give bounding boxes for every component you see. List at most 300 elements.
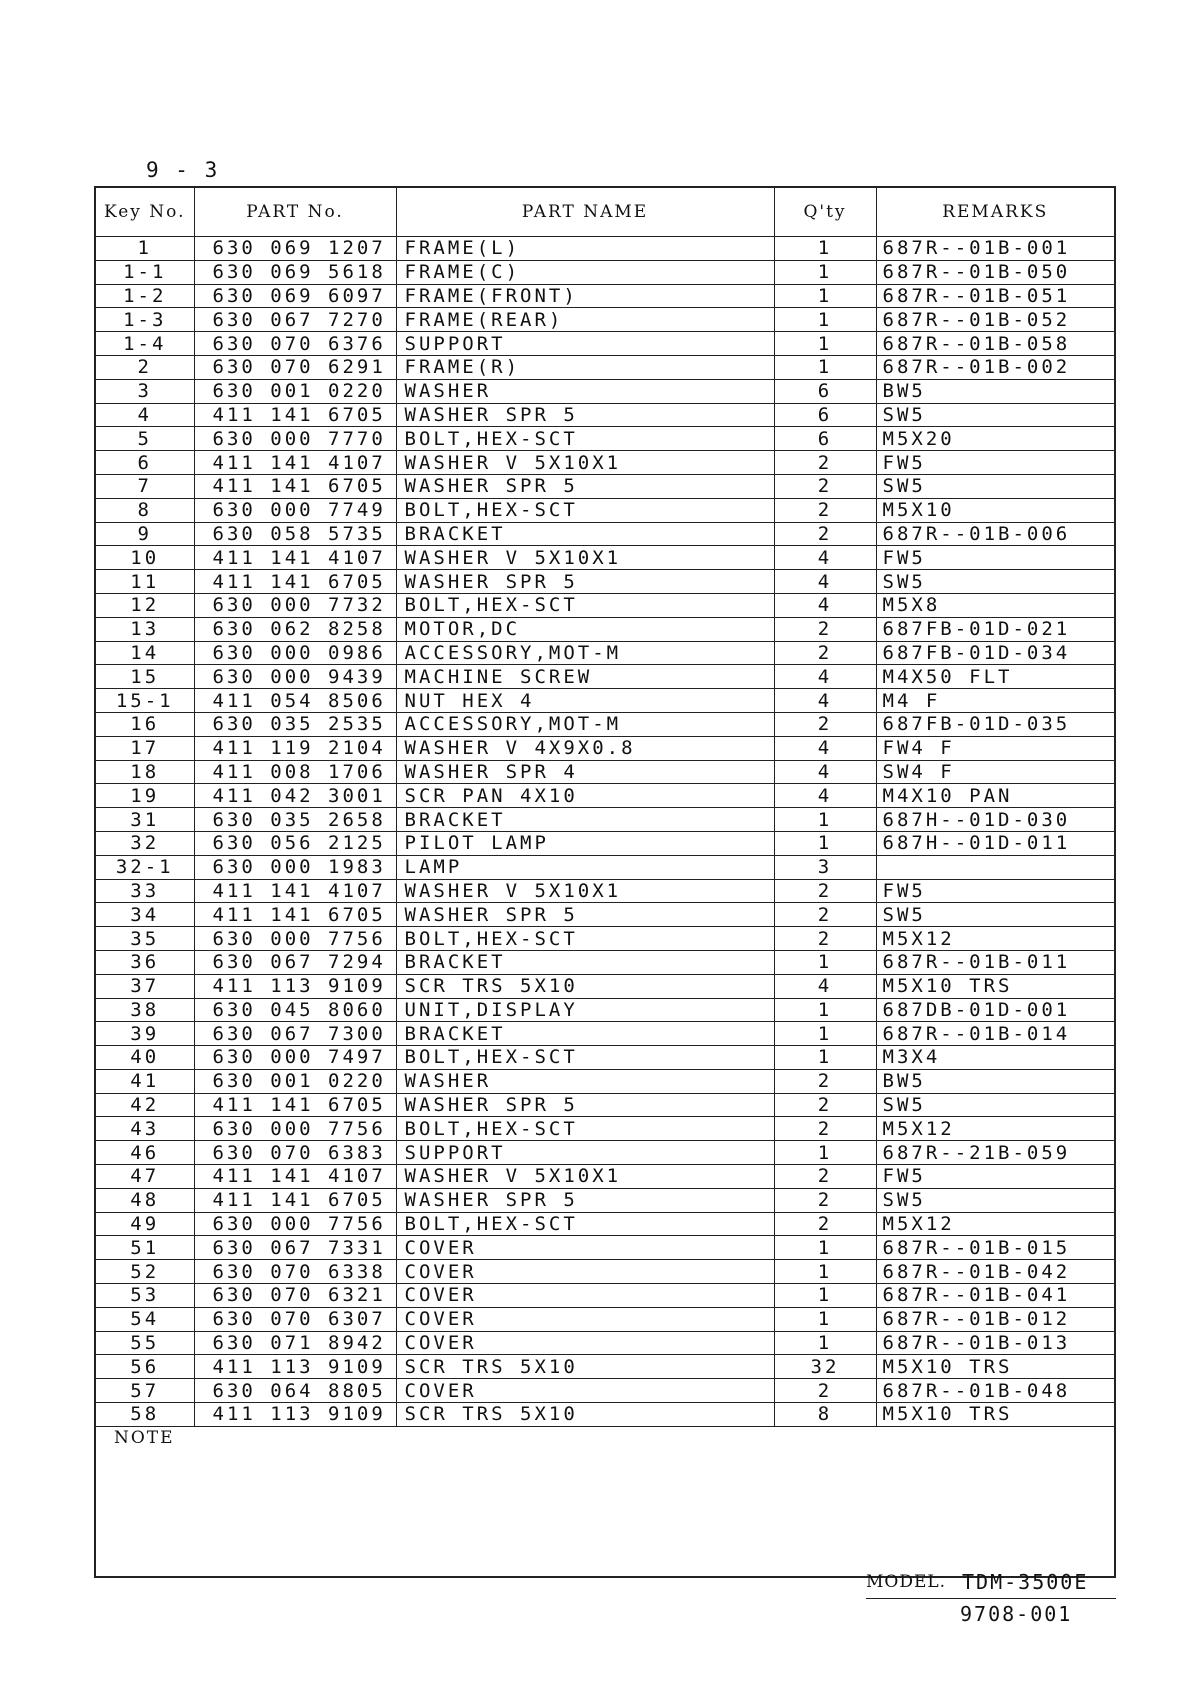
cell-key-no: 1-2 [96, 284, 194, 308]
header-part-no: PART No. [194, 188, 396, 237]
cell-part-no: 411 008 1706 [194, 760, 396, 784]
cell-key-no: 49 [96, 1212, 194, 1236]
cell-part-no: 630 000 1983 [194, 855, 396, 879]
table-row [96, 617, 1114, 641]
cell-part-no: 411 113 9109 [194, 1355, 396, 1379]
cell-remarks: FW5 [876, 451, 1114, 475]
table-row [96, 1331, 1114, 1355]
cell-qty: 1 [774, 998, 876, 1022]
cell-key-no: 55 [96, 1331, 194, 1355]
cell-part-no: 411 141 6705 [194, 474, 396, 498]
cell-part-name: BRACKET [396, 522, 774, 546]
table-row [96, 808, 1114, 832]
cell-part-name: WASHER V 5X10X1 [396, 1165, 774, 1189]
cell-qty: 3 [774, 855, 876, 879]
cell-remarks: M4X10 PAN [876, 784, 1114, 808]
cell-remarks: 687R--01B-006 [876, 522, 1114, 546]
cell-part-name: WASHER SPR 5 [396, 903, 774, 927]
table-row [96, 950, 1114, 974]
cell-remarks: SW5 [876, 1093, 1114, 1117]
table-row [96, 760, 1114, 784]
cell-qty: 4 [774, 689, 876, 713]
cell-key-no: 32 [96, 831, 194, 855]
parts-list-sheet [94, 186, 1116, 1578]
cell-remarks: 687R--01B-014 [876, 1022, 1114, 1046]
cell-qty: 1 [774, 355, 876, 379]
cell-part-no: 630 000 7497 [194, 1046, 396, 1070]
cell-part-no: 630 070 6383 [194, 1141, 396, 1165]
table-row [96, 451, 1114, 475]
cell-remarks: SW5 [876, 570, 1114, 594]
cell-part-name: SUPPORT [396, 332, 774, 356]
cell-part-no: 630 069 1207 [194, 237, 396, 261]
cell-key-no: 56 [96, 1355, 194, 1379]
cell-part-no: 630 056 2125 [194, 831, 396, 855]
cell-part-no: 630 070 6376 [194, 332, 396, 356]
cell-remarks: M5X10 TRS [876, 1355, 1114, 1379]
cell-remarks: SW5 [876, 403, 1114, 427]
cell-remarks: M5X10 TRS [876, 1403, 1114, 1427]
cell-key-no: 3 [96, 379, 194, 403]
cell-part-no: 411 054 8506 [194, 689, 396, 713]
table-row [96, 379, 1114, 403]
cell-part-name: COVER [396, 1284, 774, 1308]
cell-qty: 1 [774, 260, 876, 284]
cell-key-no: 12 [96, 593, 194, 617]
cell-key-no: 11 [96, 570, 194, 594]
table-row [96, 332, 1114, 356]
cell-part-name: COVER [396, 1307, 774, 1331]
cell-part-name: SCR TRS 5X10 [396, 1355, 774, 1379]
cell-remarks: 687R--01B-058 [876, 332, 1114, 356]
cell-part-name: ACCESSORY,MOT-M [396, 712, 774, 736]
cell-part-name: PILOT LAMP [396, 831, 774, 855]
cell-part-no: 630 045 8060 [194, 998, 396, 1022]
cell-qty: 1 [774, 237, 876, 261]
cell-part-no: 411 141 6705 [194, 403, 396, 427]
cell-part-no: 630 000 7756 [194, 1212, 396, 1236]
cell-remarks: 687R--01B-013 [876, 1331, 1114, 1355]
cell-key-no: 10 [96, 546, 194, 570]
cell-part-no: 411 141 4107 [194, 451, 396, 475]
cell-part-name: WASHER SPR 5 [396, 403, 774, 427]
cell-part-no: 630 067 7270 [194, 308, 396, 332]
cell-remarks: 687H--01D-011 [876, 831, 1114, 855]
cell-remarks: M5X12 [876, 1212, 1114, 1236]
cell-qty: 32 [774, 1355, 876, 1379]
cell-remarks: 687R--21B-059 [876, 1141, 1114, 1165]
cell-remarks: FW5 [876, 546, 1114, 570]
cell-part-no: 630 000 7756 [194, 1117, 396, 1141]
cell-qty: 1 [774, 950, 876, 974]
cell-key-no: 6 [96, 451, 194, 475]
table-row [96, 593, 1114, 617]
cell-qty: 2 [774, 927, 876, 951]
cell-remarks: M4X50 FLT [876, 665, 1114, 689]
cell-remarks: FW5 [876, 879, 1114, 903]
cell-part-name: WASHER SPR 4 [396, 760, 774, 784]
cell-part-name: COVER [396, 1379, 774, 1403]
cell-remarks: 687H--01D-030 [876, 808, 1114, 832]
cell-key-no: 58 [96, 1403, 194, 1427]
cell-part-name: WASHER V 5X10X1 [396, 451, 774, 475]
cell-qty: 1 [774, 1307, 876, 1331]
cell-qty: 1 [774, 1331, 876, 1355]
cell-part-no: 630 000 7770 [194, 427, 396, 451]
cell-part-no: 411 119 2104 [194, 736, 396, 760]
cell-part-name: MACHINE SCREW [396, 665, 774, 689]
cell-part-no: 411 141 4107 [194, 546, 396, 570]
cell-remarks: SW5 [876, 1188, 1114, 1212]
cell-part-name: SCR TRS 5X10 [396, 1403, 774, 1427]
cell-qty: 2 [774, 903, 876, 927]
cell-qty: 8 [774, 1403, 876, 1427]
cell-part-name: UNIT,DISPLAY [396, 998, 774, 1022]
cell-part-no: 411 141 4107 [194, 879, 396, 903]
cell-part-name: FRAME(REAR) [396, 308, 774, 332]
cell-remarks: M5X20 [876, 427, 1114, 451]
cell-part-no: 630 001 0220 [194, 1069, 396, 1093]
cell-part-name: NUT HEX 4 [396, 689, 774, 713]
cell-part-name: BOLT,HEX-SCT [396, 427, 774, 451]
cell-qty: 2 [774, 474, 876, 498]
cell-key-no: 32-1 [96, 855, 194, 879]
cell-part-no: 630 000 0986 [194, 641, 396, 665]
cell-part-no: 630 035 2535 [194, 712, 396, 736]
cell-remarks: M5X8 [876, 593, 1114, 617]
cell-part-name: BOLT,HEX-SCT [396, 593, 774, 617]
cell-key-no: 54 [96, 1307, 194, 1331]
cell-qty: 2 [774, 1069, 876, 1093]
cell-key-no: 37 [96, 974, 194, 998]
cell-qty: 2 [774, 1212, 876, 1236]
cell-qty: 2 [774, 522, 876, 546]
cell-part-no: 630 001 0220 [194, 379, 396, 403]
cell-qty: 2 [774, 498, 876, 522]
cell-key-no: 57 [96, 1379, 194, 1403]
document-code: 9708-001 [960, 1602, 1073, 1626]
table-row [96, 498, 1114, 522]
cell-qty: 1 [774, 1046, 876, 1070]
table-row [96, 1093, 1114, 1117]
cell-key-no: 1-3 [96, 308, 194, 332]
cell-key-no: 48 [96, 1188, 194, 1212]
cell-remarks: 687R--01B-012 [876, 1307, 1114, 1331]
cell-remarks: M5X12 [876, 1117, 1114, 1141]
cell-part-no: 630 058 5735 [194, 522, 396, 546]
table-header-row [96, 188, 1114, 237]
cell-remarks: 687FB-01D-021 [876, 617, 1114, 641]
cell-part-name: WASHER [396, 1069, 774, 1093]
cell-key-no: 15-1 [96, 689, 194, 713]
cell-part-name: BOLT,HEX-SCT [396, 1117, 774, 1141]
table-row [96, 1212, 1114, 1236]
cell-part-name: BOLT,HEX-SCT [396, 498, 774, 522]
note-label: NOTE [114, 1428, 175, 1448]
cell-part-no: 411 141 6705 [194, 1093, 396, 1117]
cell-key-no: 14 [96, 641, 194, 665]
table-row [96, 1307, 1114, 1331]
cell-part-no: 630 069 5618 [194, 260, 396, 284]
table-row [96, 570, 1114, 594]
cell-part-no: 411 141 4107 [194, 1165, 396, 1189]
cell-qty: 1 [774, 332, 876, 356]
cell-part-name: FRAME(C) [396, 260, 774, 284]
cell-remarks: 687R--01B-002 [876, 355, 1114, 379]
cell-qty: 4 [774, 665, 876, 689]
table-row [96, 689, 1114, 713]
table-row [96, 237, 1114, 261]
table-row [96, 712, 1114, 736]
cell-part-no: 630 000 7749 [194, 498, 396, 522]
cell-part-no: 630 000 7732 [194, 593, 396, 617]
cell-key-no: 4 [96, 403, 194, 427]
cell-qty: 4 [774, 570, 876, 594]
cell-part-no: 630 070 6321 [194, 1284, 396, 1308]
model-label: MODEL. [866, 1572, 947, 1592]
cell-key-no: 5 [96, 427, 194, 451]
cell-qty: 4 [774, 974, 876, 998]
cell-qty: 1 [774, 1236, 876, 1260]
cell-part-no: 630 069 6097 [194, 284, 396, 308]
cell-key-no: 36 [96, 950, 194, 974]
table-row [96, 1165, 1114, 1189]
cell-qty: 1 [774, 831, 876, 855]
cell-part-name: FRAME(FRONT) [396, 284, 774, 308]
cell-remarks: BW5 [876, 1069, 1114, 1093]
table-row [96, 736, 1114, 760]
cell-remarks: BW5 [876, 379, 1114, 403]
cell-remarks: SW5 [876, 903, 1114, 927]
cell-remarks: SW5 [876, 474, 1114, 498]
cell-remarks [876, 855, 1114, 879]
cell-qty: 6 [774, 427, 876, 451]
cell-part-no: 630 000 9439 [194, 665, 396, 689]
table-row [96, 1284, 1114, 1308]
cell-part-name: BRACKET [396, 1022, 774, 1046]
cell-remarks: M3X4 [876, 1046, 1114, 1070]
cell-qty: 4 [774, 593, 876, 617]
cell-qty: 2 [774, 1188, 876, 1212]
cell-key-no: 1-1 [96, 260, 194, 284]
cell-remarks: 687R--01B-042 [876, 1260, 1114, 1284]
table-row [96, 474, 1114, 498]
cell-part-no: 630 067 7294 [194, 950, 396, 974]
cell-key-no: 35 [96, 927, 194, 951]
header-remarks: REMARKS [876, 188, 1114, 237]
cell-part-no: 411 113 9109 [194, 974, 396, 998]
cell-remarks: M5X12 [876, 927, 1114, 951]
cell-qty: 2 [774, 451, 876, 475]
cell-remarks: SW4 F [876, 760, 1114, 784]
cell-qty: 1 [774, 1141, 876, 1165]
cell-part-name: BOLT,HEX-SCT [396, 1046, 774, 1070]
table-row [96, 879, 1114, 903]
cell-part-no: 411 141 6705 [194, 570, 396, 594]
cell-part-no: 630 062 8258 [194, 617, 396, 641]
table-row [96, 927, 1114, 951]
cell-key-no: 2 [96, 355, 194, 379]
cell-part-name: SUPPORT [396, 1141, 774, 1165]
cell-part-name: COVER [396, 1236, 774, 1260]
cell-key-no: 41 [96, 1069, 194, 1093]
cell-qty: 1 [774, 808, 876, 832]
cell-part-name: SCR TRS 5X10 [396, 974, 774, 998]
cell-part-name: BRACKET [396, 808, 774, 832]
cell-remarks: 687DB-01D-001 [876, 998, 1114, 1022]
cell-remarks: FW4 F [876, 736, 1114, 760]
cell-key-no: 53 [96, 1284, 194, 1308]
cell-key-no: 16 [96, 712, 194, 736]
cell-qty: 1 [774, 308, 876, 332]
table-row [96, 1046, 1114, 1070]
cell-part-name: BOLT,HEX-SCT [396, 1212, 774, 1236]
cell-remarks: 687R--01B-001 [876, 237, 1114, 261]
table-row [96, 1188, 1114, 1212]
table-row [96, 974, 1114, 998]
table-row [96, 260, 1114, 284]
cell-key-no: 46 [96, 1141, 194, 1165]
cell-qty: 4 [774, 736, 876, 760]
cell-remarks: 687R--01B-011 [876, 950, 1114, 974]
cell-qty: 4 [774, 546, 876, 570]
table-row [96, 403, 1114, 427]
table-row [96, 998, 1114, 1022]
cell-part-no: 411 042 3001 [194, 784, 396, 808]
cell-part-no: 411 113 9109 [194, 1403, 396, 1427]
cell-remarks: M5X10 [876, 498, 1114, 522]
table-row [96, 831, 1114, 855]
table-row [96, 903, 1114, 927]
cell-part-no: 630 070 6291 [194, 355, 396, 379]
header-key-no: Key No. [96, 188, 194, 237]
table-row [96, 1117, 1114, 1141]
cell-part-no: 630 035 2658 [194, 808, 396, 832]
cell-remarks: M5X10 TRS [876, 974, 1114, 998]
cell-remarks: FW5 [876, 1165, 1114, 1189]
table-row [96, 546, 1114, 570]
table-row [96, 1022, 1114, 1046]
section-number: 9 - 3 [146, 158, 220, 182]
cell-qty: 1 [774, 1022, 876, 1046]
cell-key-no: 52 [96, 1260, 194, 1284]
table-row [96, 1141, 1114, 1165]
cell-part-name: WASHER V 4X9X0.8 [396, 736, 774, 760]
cell-key-no: 8 [96, 498, 194, 522]
cell-part-name: BOLT,HEX-SCT [396, 927, 774, 951]
cell-part-name: WASHER V 5X10X1 [396, 546, 774, 570]
table-row [96, 1403, 1114, 1427]
cell-qty: 2 [774, 1093, 876, 1117]
cell-part-no: 630 067 7300 [194, 1022, 396, 1046]
cell-part-no: 411 141 6705 [194, 1188, 396, 1212]
table-row [96, 1260, 1114, 1284]
cell-qty: 4 [774, 784, 876, 808]
cell-remarks: 687R--01B-052 [876, 308, 1114, 332]
cell-key-no: 38 [96, 998, 194, 1022]
table-row [96, 665, 1114, 689]
table-row [96, 308, 1114, 332]
cell-part-name: WASHER SPR 5 [396, 1093, 774, 1117]
cell-part-name: WASHER V 5X10X1 [396, 879, 774, 903]
cell-part-no: 411 141 6705 [194, 903, 396, 927]
cell-remarks: 687R--01B-048 [876, 1379, 1114, 1403]
cell-key-no: 1-4 [96, 332, 194, 356]
cell-remarks: 687FB-01D-034 [876, 641, 1114, 665]
cell-qty: 1 [774, 1284, 876, 1308]
cell-qty: 2 [774, 1117, 876, 1141]
cell-qty: 1 [774, 284, 876, 308]
cell-part-name: COVER [396, 1260, 774, 1284]
header-part-name: PART NAME [396, 188, 774, 237]
cell-qty: 2 [774, 1379, 876, 1403]
cell-part-name: WASHER SPR 5 [396, 474, 774, 498]
cell-key-no: 33 [96, 879, 194, 903]
cell-remarks: M4 F [876, 689, 1114, 713]
cell-part-name: SCR PAN 4X10 [396, 784, 774, 808]
cell-part-name: FRAME(R) [396, 355, 774, 379]
table-row [96, 1379, 1114, 1403]
cell-part-name: MOTOR,DC [396, 617, 774, 641]
cell-part-no: 630 067 7331 [194, 1236, 396, 1260]
header-qty: Q'ty [774, 188, 876, 237]
cell-key-no: 9 [96, 522, 194, 546]
cell-key-no: 18 [96, 760, 194, 784]
cell-key-no: 40 [96, 1046, 194, 1070]
table-row [96, 855, 1114, 879]
cell-remarks: 687R--01B-041 [876, 1284, 1114, 1308]
table-row [96, 1355, 1114, 1379]
cell-qty: 2 [774, 879, 876, 903]
cell-key-no: 31 [96, 808, 194, 832]
cell-qty: 2 [774, 617, 876, 641]
cell-part-name: WASHER [396, 379, 774, 403]
parts-table-body [96, 237, 1114, 1427]
cell-qty: 6 [774, 379, 876, 403]
cell-key-no: 15 [96, 665, 194, 689]
cell-qty: 2 [774, 1165, 876, 1189]
model-number: TDM-3500E [962, 1570, 1089, 1594]
cell-part-name: WASHER SPR 5 [396, 570, 774, 594]
table-row [96, 427, 1114, 451]
cell-key-no: 7 [96, 474, 194, 498]
cell-part-name: ACCESSORY,MOT-M [396, 641, 774, 665]
cell-part-no: 630 070 6338 [194, 1260, 396, 1284]
cell-key-no: 34 [96, 903, 194, 927]
cell-key-no: 47 [96, 1165, 194, 1189]
cell-key-no: 42 [96, 1093, 194, 1117]
cell-part-name: BRACKET [396, 950, 774, 974]
table-row [96, 784, 1114, 808]
cell-part-no: 630 000 7756 [194, 927, 396, 951]
table-row [96, 355, 1114, 379]
cell-part-name: FRAME(L) [396, 237, 774, 261]
cell-remarks: 687FB-01D-035 [876, 712, 1114, 736]
table-row [96, 522, 1114, 546]
cell-key-no: 13 [96, 617, 194, 641]
cell-key-no: 39 [96, 1022, 194, 1046]
cell-qty: 2 [774, 712, 876, 736]
cell-part-no: 630 064 8805 [194, 1379, 396, 1403]
cell-key-no: 19 [96, 784, 194, 808]
cell-remarks: 687R--01B-051 [876, 284, 1114, 308]
cell-qty: 4 [774, 760, 876, 784]
cell-part-no: 630 070 6307 [194, 1307, 396, 1331]
cell-remarks: 687R--01B-050 [876, 260, 1114, 284]
table-row [96, 284, 1114, 308]
cell-part-name: WASHER SPR 5 [396, 1188, 774, 1212]
cell-key-no: 17 [96, 736, 194, 760]
